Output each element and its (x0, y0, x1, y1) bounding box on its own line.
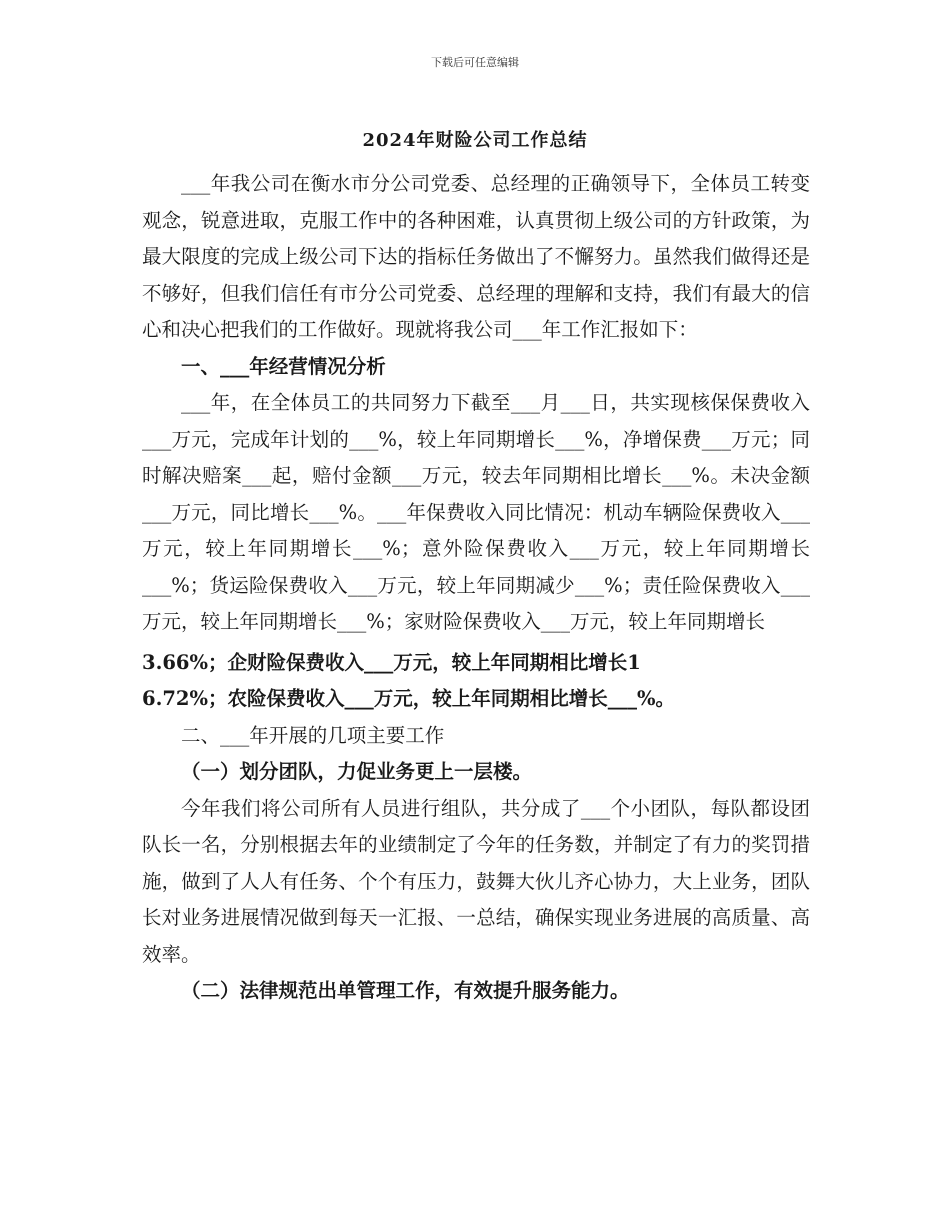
paragraph-intro: ___年我公司在衡水市分公司党委、总经理的正确领导下，全体员工转变观念，锐意进取，克服工作中的各种困难，认真贯彻上级公司的方针政策，为最大限度的完成上级公司下达的指标任务做出了不懈努力。虽然我们做得还是不够好，但我们信任有市分公司党委、总经理的理解和支持，我们有最大的信心和决心把我们的工作做好。现就将我公司___年工作汇报如下： (142, 172, 810, 341)
paragraph-figures-1: 3.66%；企财险保费收入___万元，较上年同期相比增长1 (142, 650, 641, 674)
section-heading-1: 一、___年经营情况分析 (181, 354, 386, 378)
section-heading-2: 二、___年开展的几项主要工作 (181, 723, 445, 747)
paragraph-teams: 今年我们将公司所有人员进行组队，共分成了___个小团队，每队都设团队长一名，分别根据去年的业绩制定了今年的任务数，并制定了有力的奖罚措施，做到了人人有任务、个个有压力，鼓舞大伙儿齐心协力，大上业务，团队长对业务进展情况做到每天一汇报、一总结，确保实现业务进展的高质量、高效率。 (142, 796, 810, 966)
header-note: 下载后可任意编辑 (431, 56, 519, 69)
paragraph-operations: ___年，在全体员工的共同努力下截至___月___日，共实现核保保费收入___万元，完成年计划的___%，较上年同期增长___%，净增保费___万元；同时解决赔案___起，赔付金额___万元，较去年同期相比增长___%。未决金额___万元，同比增长___%。___年保费收入同比情况：机动车辆险保费收入___万元，较上年同期增长___%；意外险保费收入___万元，较上年同期增长___%；货运险保费收入___万元，较上年同期减少___%；责任险保费收入___万元，较上年同期增长___%；家财险保费收入___万元，较上年同期增长 (142, 391, 810, 633)
subsection-heading-2: （二）法律规范出单管理工作，有效提升服务能力。 (181, 979, 630, 1002)
paragraph-figures-2: 6.72%；农险保费收入___万元，较上年同期相比增长___%。 (142, 687, 676, 710)
document-body (142, 166, 810, 1010)
subsection-heading-1: （一）划分团队，力促业务更上一层楼。 (181, 760, 533, 783)
document-title: 2024年财险公司工作总结 (362, 130, 588, 151)
